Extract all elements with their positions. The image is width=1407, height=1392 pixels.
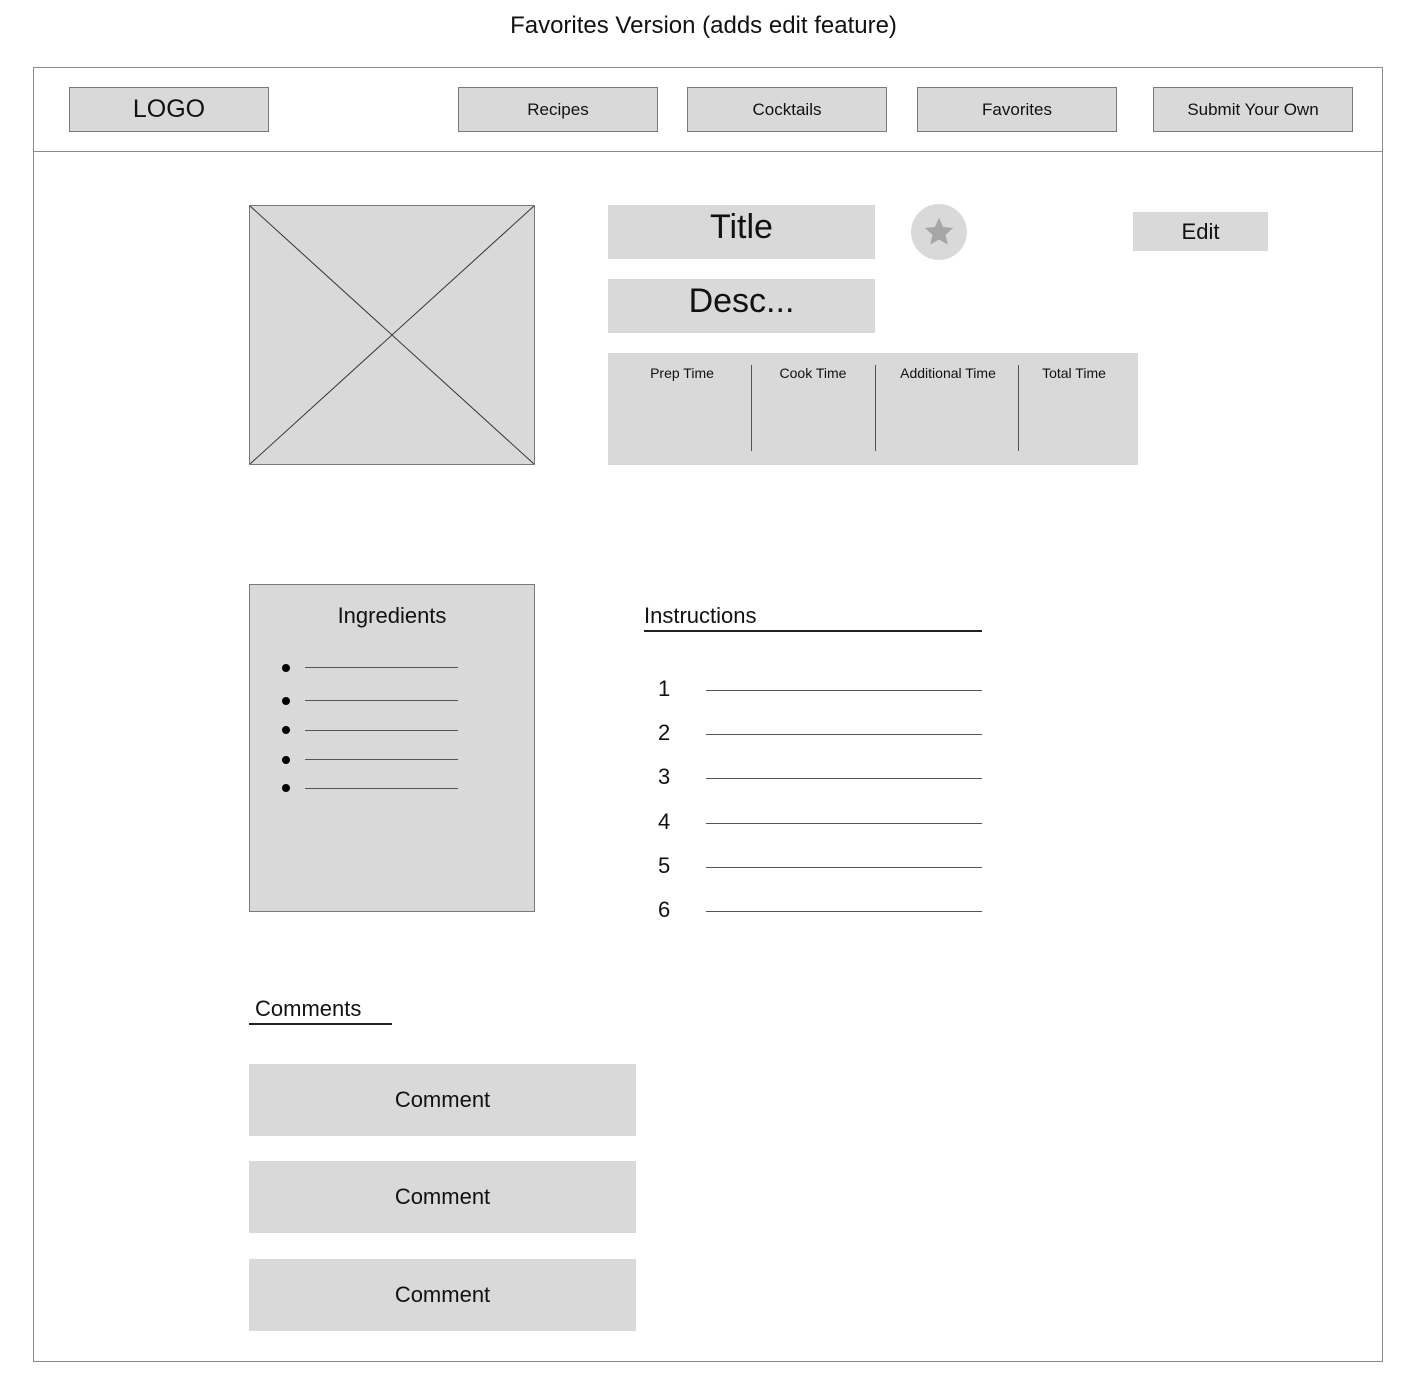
step-number: 3 bbox=[658, 764, 671, 789]
ingredients-heading: Ingredients bbox=[337, 603, 447, 628]
bullet-icon bbox=[282, 756, 290, 764]
step-line bbox=[706, 734, 982, 735]
bullet-icon bbox=[282, 697, 290, 705]
nav-cocktails-button[interactable]: Cocktails bbox=[687, 87, 887, 132]
ingredient-line bbox=[305, 667, 458, 668]
bullet-icon bbox=[282, 726, 290, 734]
step-number: 6 bbox=[658, 897, 671, 922]
step-number: 2 bbox=[658, 720, 671, 745]
ingredient-line bbox=[305, 730, 458, 731]
prep-time-label: Prep Time bbox=[650, 365, 714, 381]
comments-underline bbox=[249, 1023, 392, 1025]
step-number: 5 bbox=[658, 853, 671, 878]
ingredients-panel bbox=[249, 584, 535, 912]
times-divider bbox=[751, 365, 752, 451]
comment-card: Comment bbox=[249, 1259, 636, 1331]
times-divider bbox=[1018, 365, 1019, 451]
recipe-title: Title bbox=[608, 205, 875, 259]
additional-time-label: Additional Time bbox=[900, 365, 996, 381]
total-time-label: Total Time bbox=[1042, 365, 1106, 381]
nav-favorites-button[interactable]: Favorites bbox=[917, 87, 1117, 132]
ingredient-line bbox=[305, 700, 458, 701]
recipe-image-placeholder bbox=[249, 205, 535, 465]
ingredient-line bbox=[305, 788, 458, 789]
ingredient-line bbox=[305, 759, 458, 760]
favorite-button[interactable] bbox=[911, 204, 967, 260]
cook-time-label: Cook Time bbox=[779, 365, 847, 381]
step-line bbox=[706, 690, 982, 691]
instructions-underline bbox=[644, 630, 982, 632]
step-number: 1 bbox=[658, 676, 671, 701]
image-placeholder-icon bbox=[250, 206, 534, 464]
bullet-icon bbox=[282, 664, 290, 672]
recipe-times-panel bbox=[608, 353, 1138, 465]
comments-heading: Comments bbox=[255, 996, 362, 1021]
comment-card: Comment bbox=[249, 1064, 636, 1136]
browser-frame bbox=[33, 67, 1383, 1362]
comment-card: Comment bbox=[249, 1161, 636, 1233]
step-line bbox=[706, 867, 982, 868]
nav-recipes-button[interactable]: Recipes bbox=[458, 87, 658, 132]
edit-button[interactable]: Edit bbox=[1133, 212, 1268, 251]
star-icon bbox=[922, 215, 956, 249]
bullet-icon bbox=[282, 784, 290, 792]
logo[interactable]: LOGO bbox=[69, 87, 269, 132]
instructions-heading: Instructions bbox=[644, 603, 757, 628]
nav-submit-button[interactable]: Submit Your Own bbox=[1153, 87, 1353, 132]
step-number: 4 bbox=[658, 809, 671, 834]
times-divider bbox=[875, 365, 876, 451]
header-divider bbox=[33, 151, 1383, 152]
recipe-description: Desc... bbox=[608, 279, 875, 333]
step-line bbox=[706, 911, 982, 912]
step-line bbox=[706, 823, 982, 824]
step-line bbox=[706, 778, 982, 779]
page-title: Favorites Version (adds edit feature) bbox=[510, 12, 897, 39]
